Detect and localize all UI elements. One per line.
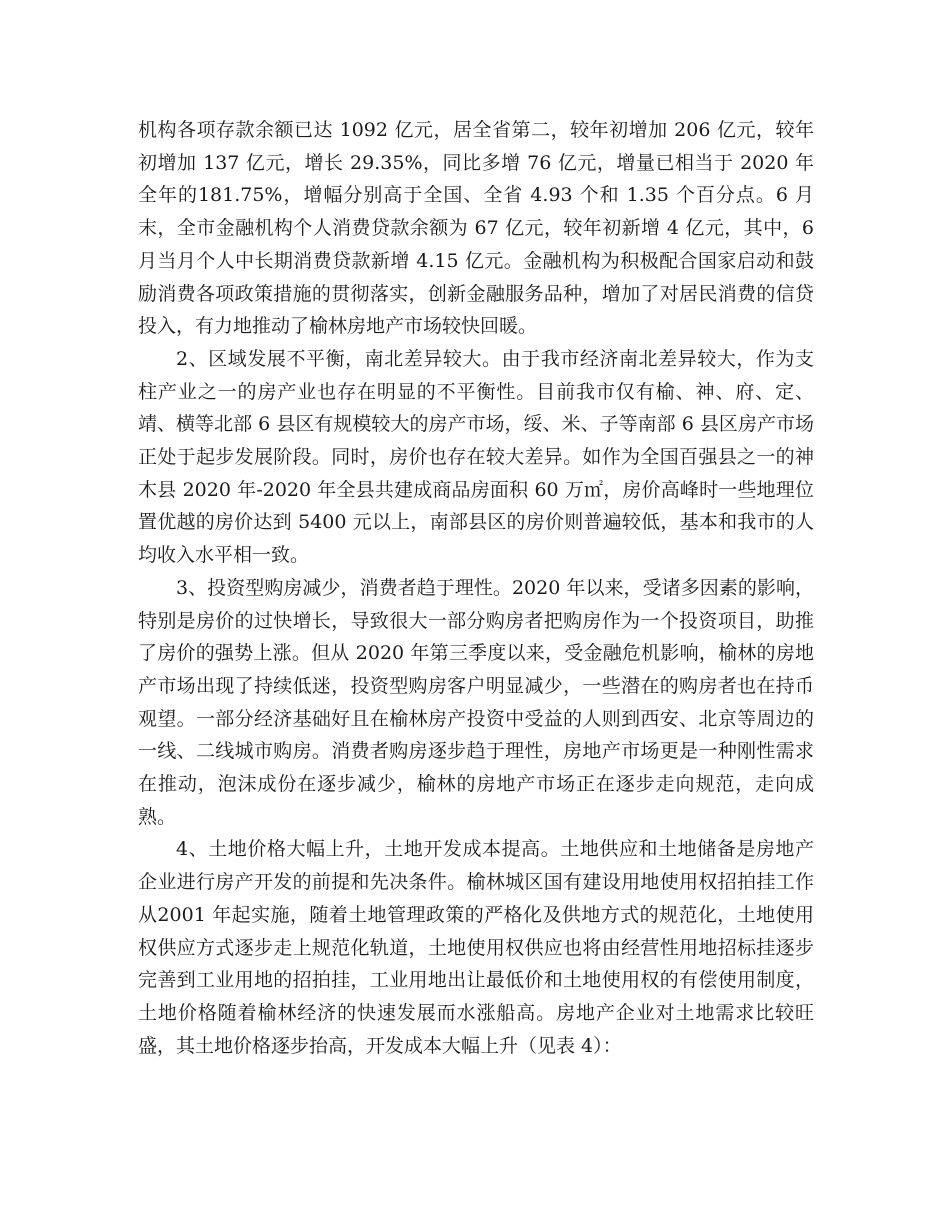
paragraph-investment-decline: 3、投资型购房减少，消费者趋于理性。2020 年以来，受诸多因素的影响，特别是房价的过快增长，导致很大一部分购房者把购房作为一个投资项目，助推了房价的强势上涨。但从 2020 年第三季度以来，受金融危机影响，榆林的房地产市场出现了持续低迷，投资型购房客户明显减少，一些潜在的购房者也在持币观望。一部分经济基础好且在榆林房产投资中受益的人则到西安、北京等周边的一线、二线城市购房。消费者购房逐步趋于理性，房地产市场更是一种刚性需求在推动，泡沫成份在逐步减少，榆林的房地产市场正在逐步走向规范，走向成熟。 [138,576,814,828]
paragraph-regional-imbalance: 2、区域发展不平衡，南北差异较大。由于我市经济南北差异较大，作为支柱产业之一的房产业也存在明显的不平衡性。目前我市仅有榆、神、府、定、靖、横等北部 6 县区有规模较大的房产市场，绥、米、子等南部 6 县区房产市场正处于起步发展阶段。同时，房价也存在较大差异。如作为全国百强县之一的神木县 2020 年-2020 年全县共建成商品房面积 60 万㎡，房价高峰时一些地理位置优越的房价达到 5400 元以上，南部县区的房价则普遍较低，基本和我市的人均收入水平相一致。 [138,347,814,567]
paragraph-continuation: 机构各项存款余额已达 1092 亿元，居全省第二，较年初增加 206 亿元，较年初增加 137 亿元，增长 29.35%，同比多增 76 亿元，增量已相当于 2020 年全年的181.75%，增幅分别高于全国、全省 4.93 个和 1.35 个百分点。6 月末，全市金融机构个人消费贷款余额为 67 亿元，较年初新增 4 亿元，其中，6 月当月个人中长期消费贷款新增 4.15 亿元。金融机构为积极配合国家启动和鼓励消费各项政策措施的贯彻落实，创新金融服务品种，增加了对居民消费的信贷投入，有力地推动了榆林房地产市场较快回暖。 [138,119,814,338]
paragraph-land-price: 4、土地价格大幅上升，土地开发成本提高。土地供应和土地储备是房地产企业进行房产开发的前提和先决条件。榆林城区国有建设用地使用权招拍挂工作从2001 年起实施，随着土地管理政策的严格化及供地方式的规范化，土地使用权供应方式逐步走上规范化轨道，土地使用权供应也将由经营性用地招标挂逐步完善到工业用地的招拍挂，工业用地出让最低价和土地使用权的有偿使用制度，土地价格随着榆林经济的快速发展而水涨船高。房地产企业对土地需求比较旺盛，其土地价格逐步抬高，开发成本大幅上升（见表 4）： [138,838,814,1057]
body-text [138,114,814,1062]
